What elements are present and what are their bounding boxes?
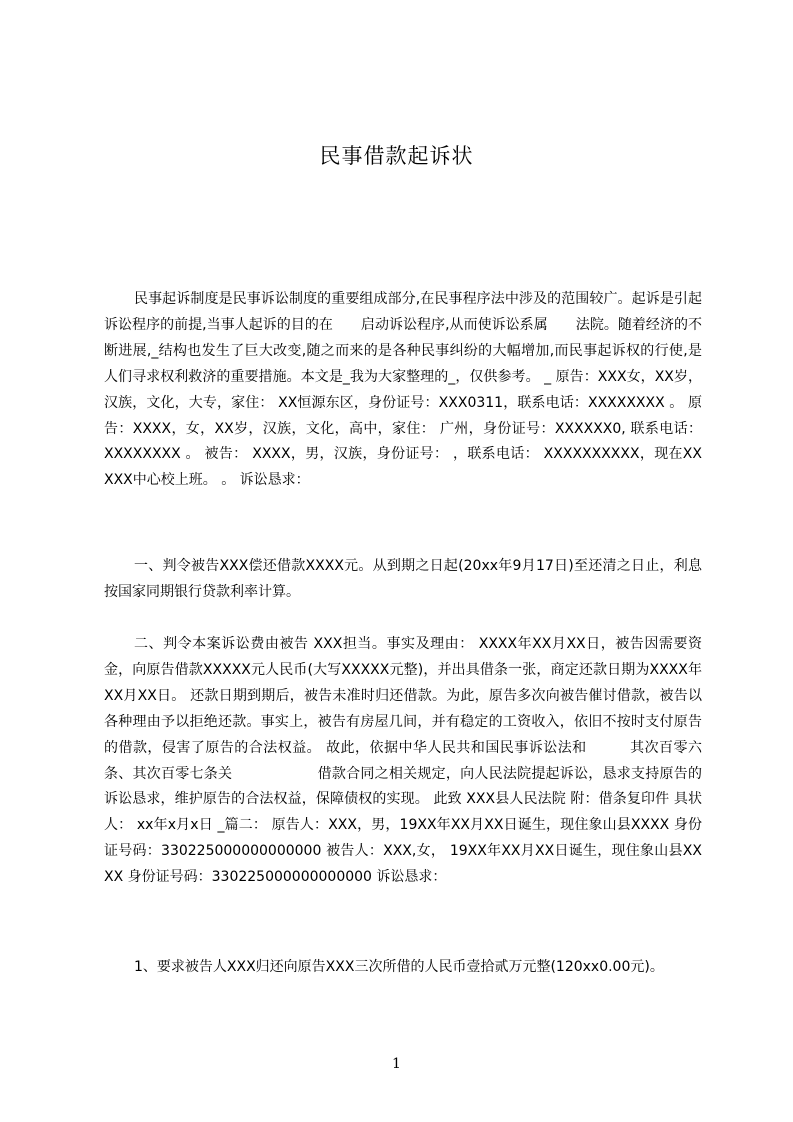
paragraph-intro: 民事起诉制度是民事诉讼制度的重要组成部分,在民事程序法中涉及的范围较广。起诉是引起诉讼程序的前提,当事人起诉的目的在 启动诉讼程序,从而使诉讼系属 法院。随着经济的不断进展,_结构也发生了巨大改变,随之而来的是各种民事纠纷的大幅增加,而民事起诉权的行使,是人们寻求权利救济的重要措施。本文是_我为大家整理的_，仅供参考。 _ 原告：XXX女，XX岁，汉族，文化，大专，家住： XX恒源东区，身份证号：XXX0311，联系电话：XXXXXXXX 。 原告：XXXX，女，XX岁，汉族，文化，高中，家住： 广州，身份证号：XXXXXX0, 联系电话： XXXXXXXX 。 被告： XXXX，男，汉族，身份证号： ，联系电话： XXXXXXXXXX，现在XXXXX中心校上班。 。 诉讼恳求：: [104, 291, 702, 489]
document-title: 民事借款起诉状: [319, 144, 474, 168]
paragraph-request-1: 1、要求被告人XXX归还向原告XXX三次所借的人民币壹拾贰万元整(120xx0.00元)。: [134, 959, 664, 975]
paragraph-claim-2-facts: 二、判令本案诉讼费由被告 XXX担当。事实及理由： XXXX年XX月XX日，被告因需要资金，向原告借款XXXXX元人民币(大写XXXXX元整)，并出具借条一张，商定还款日期为XXXX年XX月XX日。 还款日期到期后，被告未准时归还借款。为此，原告多次向被告催讨借款，被告以各种理由予以拒绝还款。事实上，被告有房屋几间，并有稳定的工资收入，依旧不按时支付原告的借款，侵害了原告的合法权益。 故此，依据中华人民共和国民事诉讼法和 其次百零六条、其次百零七条关 借款合同之相关规定，向人民法院提起诉讼，恳求支持原告的诉讼恳求，维护原告的合法权益，保障债权的实现。 此致 XXX县人民法院 附：借条复印件 具状人： xx年x月x日 _篇二： 原告人：XXX，男，19XX年XX月XX日诞生，现住象山县XXXX 身份证号码：330225000000000000 被告人：XXX,女， 19XX年XX月XX日诞生，现住象山县XXXX 身份证号码：330225000000000000 诉讼恳求：: [104, 636, 702, 886]
page-number: 1: [392, 1056, 401, 1072]
paragraph-claim-1: 一、判令被告XXX偿还借款XXXX元。从到期之日起(20xx年9月17日)至还清之日止，利息按国家同期银行贷款利率计算。: [104, 558, 702, 600]
